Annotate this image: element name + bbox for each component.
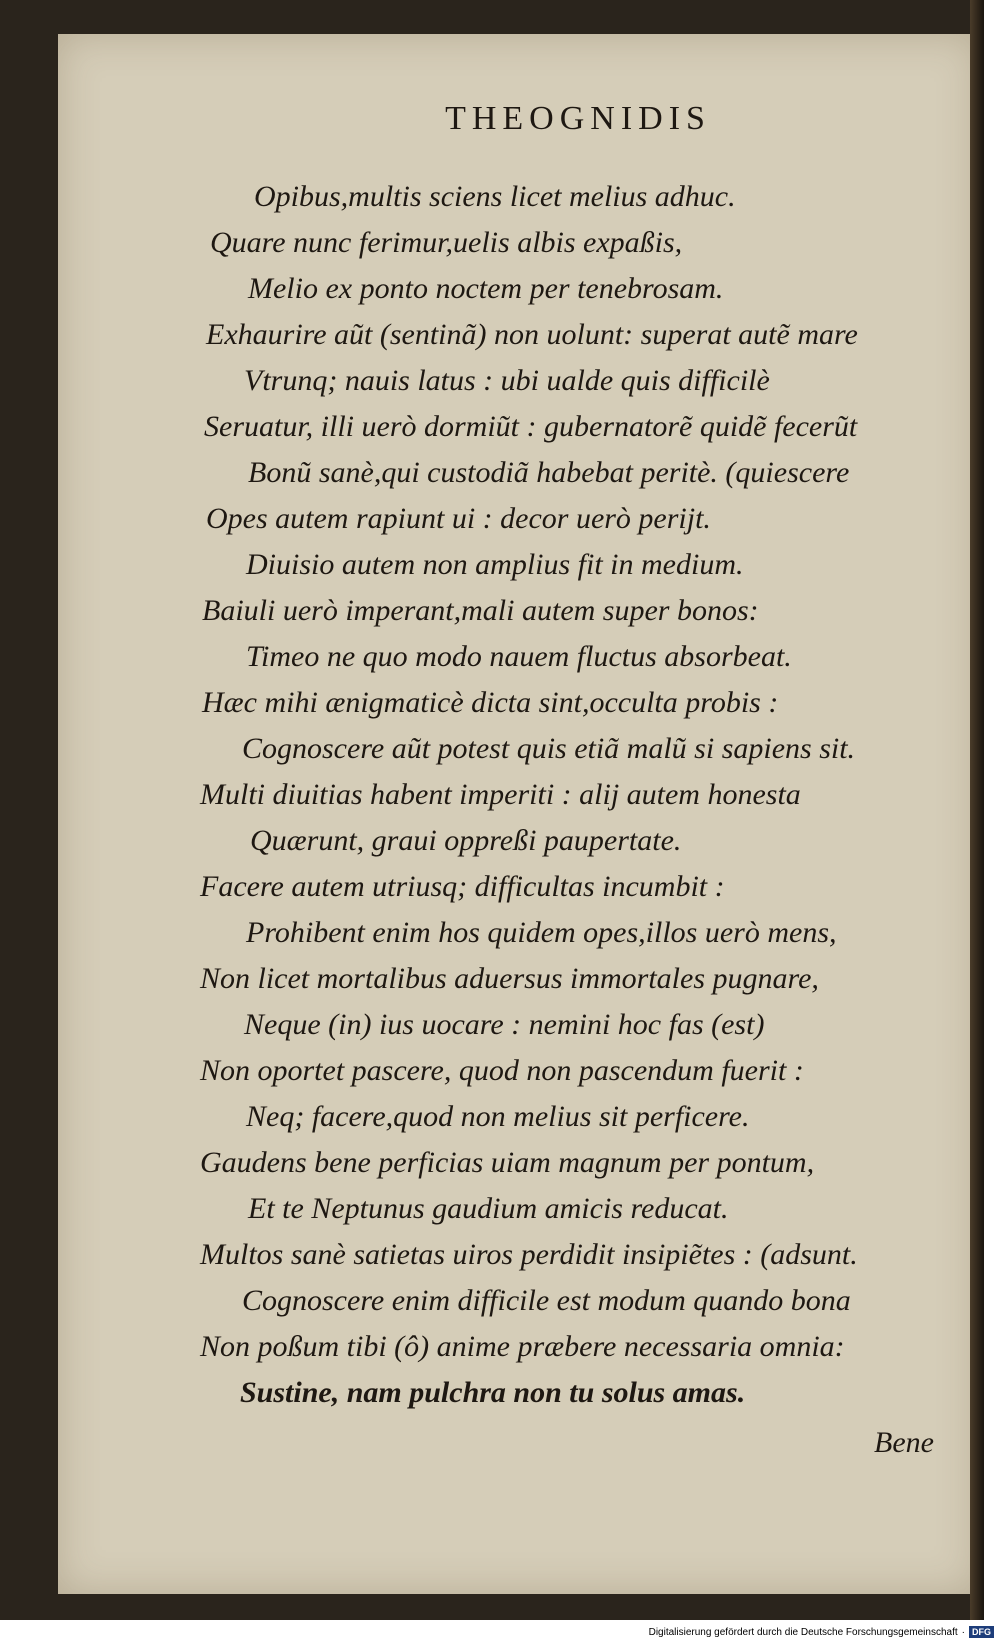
text-line: Facere autem utriusq; difficultas incumbit :	[200, 870, 725, 903]
page-text	[58, 34, 978, 1594]
text-line: Bonũ sanè,qui custodiã habebat peritè. (quiescere	[248, 456, 850, 489]
text-line: Non oportet pascere, quod non pascendum fuerit :	[200, 1054, 804, 1087]
text-line: Et te Neptunus gaudium amicis reducat.	[248, 1192, 729, 1225]
text-line: Diuisio autem non amplius fit in medium.	[246, 548, 744, 581]
footer-text: Digitalisierung gefördert durch die Deutsche Forschungsgemeinschaft	[648, 1626, 958, 1638]
text-line: Non poßum tibi (ô) anime præbere necessaria omnia:	[200, 1330, 845, 1363]
text-line: Multi diuitias habent imperiti : alij autem honesta	[200, 778, 801, 811]
text-line: Neque (in) ius uocare : nemini hoc fas (est)	[244, 1008, 765, 1041]
text-line: Neq; facere,quod non melius sit perficere.	[246, 1100, 750, 1133]
text-line: Sustine, nam pulchra non tu solus amas.	[240, 1376, 746, 1409]
text-line: Timeo ne quo modo nauem fluctus absorbeat.	[246, 640, 792, 673]
book-edge	[970, 0, 984, 1620]
text-line: Multos sanè satietas uiros perdidit insipiẽtes : (adsunt.	[200, 1238, 858, 1271]
text-line: Cognoscere enim difficile est modum quando bona	[242, 1284, 851, 1317]
text-line: Prohibent enim hos quidem opes,illos uerò mens,	[246, 916, 837, 949]
text-line: Gaudens bene perficias uiam magnum per pontum,	[200, 1146, 815, 1179]
text-line: Non licet mortalibus aduersus immortales pugnare,	[200, 962, 819, 995]
text-line: Vtrunq; nauis latus : ubi ualde quis difficilè	[244, 364, 770, 397]
text-line: Seruatur, illi uerò dormiũt : gubernatorẽ quidẽ fecerũt	[204, 410, 858, 443]
text-line: Opes autem rapiunt ui : decor uerò perijt.	[206, 502, 711, 535]
text-line: Quærunt, graui oppreßi paupertate.	[250, 824, 682, 857]
catchword: Bene	[874, 1426, 934, 1459]
footer-credit: Digitalisierung gefördert durch die Deutsche Forschungsgemeinschaft · DFG	[649, 1626, 994, 1638]
text-line: Exhaurire aũt (sentinã) non uolunt: superat autẽ mare	[206, 318, 858, 351]
running-head: THEOGNIDIS	[445, 100, 711, 137]
paper-page	[58, 34, 978, 1594]
text-line: Baiuli uerò imperant,mali autem super bonos:	[202, 594, 759, 627]
text-line: Hæc mihi ænigmaticè dicta sint,occulta probis :	[202, 686, 779, 719]
dfg-logo: DFG	[969, 1626, 994, 1638]
text-line: Melio ex ponto noctem per tenebrosam.	[248, 272, 724, 305]
text-line: Opibus,multis sciens licet melius adhuc.	[254, 180, 736, 213]
text-line: Quare nunc ferimur,uelis albis expaßis,	[210, 226, 683, 259]
text-line: Cognoscere aũt potest quis etiã malũ si sapiens sit.	[242, 732, 856, 765]
